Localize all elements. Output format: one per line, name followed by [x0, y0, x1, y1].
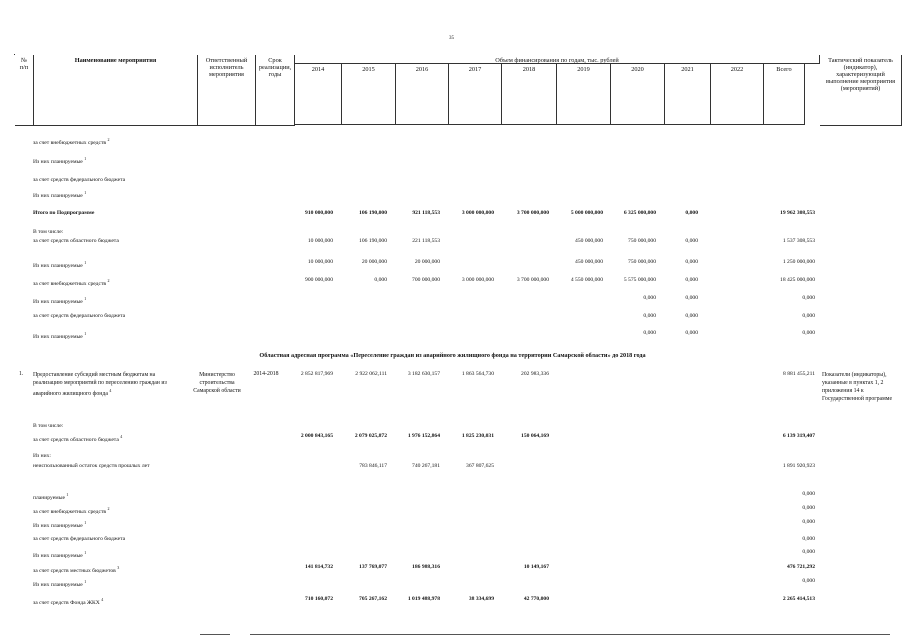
- cell-total: 6 139 319,407: [782, 433, 815, 439]
- row-label: В том числе:: [33, 423, 64, 429]
- cell-total: 2 265 414,513: [782, 596, 815, 602]
- cell-2017: 3 000 000,000: [461, 277, 494, 283]
- header-year-2019: 2019: [557, 63, 611, 125]
- subprogram-row: [0, 295, 905, 305]
- item-detail-row: [0, 433, 905, 443]
- cell-total: 1 537 308,553: [782, 238, 815, 244]
- cell-2014: 10 000,000: [307, 238, 333, 244]
- cell-2014: 141 814,732: [305, 564, 333, 570]
- cell-2021: 0,000: [685, 259, 698, 265]
- subprogram-row: [0, 210, 905, 220]
- item-detail-row: [0, 578, 905, 588]
- cell-2018: 3 700 000,000: [516, 277, 549, 283]
- cell-2020: 5 575 000,000: [623, 277, 656, 283]
- cell-2014: 10 000,000: [307, 259, 333, 265]
- cell-2019: 5 000 000,000: [570, 210, 603, 216]
- cell-2019: 450 000,000: [575, 259, 603, 265]
- cell-2016: 1 019 488,978: [407, 596, 440, 602]
- item-executor: Министерство строительства Самарской области: [193, 372, 241, 394]
- cell-2021: 0,000: [685, 313, 698, 319]
- cell-total: 1 250 000,000: [782, 259, 815, 265]
- cell-total: 0,000: [802, 536, 815, 542]
- item-number: 1.: [19, 371, 24, 377]
- row-label: Из них планируемые $^1$: [33, 520, 87, 529]
- row-label: Из них планируемые $^1$: [33, 550, 87, 559]
- cell-2018: 3 700 000,000: [516, 210, 549, 216]
- row-label: Из них планируемые $^1$: [33, 260, 87, 269]
- cell-2017: 367 807,625: [466, 463, 494, 469]
- cell-total: 0,000: [802, 330, 815, 336]
- subprogram-row: [0, 189, 905, 199]
- cell-2016: 221 118,553: [412, 238, 440, 244]
- item-cell-total: 8 881 455,211: [783, 371, 815, 377]
- item-years: 2014-2018: [253, 371, 279, 377]
- row-label: Из них планируемые $^1$: [33, 296, 87, 305]
- cell-2020: 750 000,000: [628, 238, 656, 244]
- cell-2017: 3 000 000,000: [461, 210, 494, 216]
- item-cell-2018: 202 983,336: [521, 371, 549, 377]
- cell-2020: 6 325 000,000: [623, 210, 656, 216]
- subprogram-row: [0, 238, 905, 248]
- header-year-total: Всего: [764, 63, 805, 125]
- header-year-2017: 2017: [449, 63, 502, 125]
- section-title: Областная адресная программа «Переселение граждан из аварийного жилищного фонда на территории Самарской области» до 2018 года: [259, 352, 646, 359]
- cell-2015: 106 190,000: [359, 238, 387, 244]
- header-year-2015: 2015: [342, 63, 396, 125]
- cell-2016: 186 988,316: [412, 564, 440, 570]
- cell-2021: 0,000: [685, 238, 698, 244]
- item-detail-row: [0, 564, 905, 574]
- header-year-2016: 2016: [396, 63, 449, 125]
- cell-2016: 20 000,000: [414, 259, 440, 265]
- cell-total: 1 891 920,923: [782, 463, 815, 469]
- row-label: за счет внебюджетных средств $^2$: [33, 137, 110, 146]
- cell-2014: 900 000,000: [305, 277, 333, 283]
- row-label: планируемые $^1$: [33, 492, 69, 501]
- item-cell-2014: 2 852 817,969: [300, 371, 333, 377]
- item-cell-2015: 2 922 062,111: [355, 371, 387, 377]
- header-term: Срок реализации, годы: [256, 55, 295, 126]
- row-label: Из них планируемые $^1$: [33, 190, 87, 199]
- cell-2020: 0,000: [643, 295, 656, 301]
- subprogram-row: [0, 277, 905, 287]
- cell-2019: 450 000,000: [575, 238, 603, 244]
- row-label: В том числе:: [33, 229, 64, 235]
- row-label: за счет средств федерального бюджета: [33, 313, 126, 319]
- item-tactical: Показатели (индикаторы), указанные в пунктах 1, 2 приложения 14 к Государственной программе: [822, 372, 893, 402]
- cell-2016: 1 976 152,864: [407, 433, 440, 439]
- cell-total: 0,000: [802, 313, 815, 319]
- item-description: Предоставление субсидий местным бюджетам на реализацию мероприятий по переселению граждан из аварийного жилищного фонда $^4$: [33, 372, 167, 397]
- subprogram-row: [0, 136, 905, 146]
- item-cell-2017: 1 863 564,730: [461, 371, 494, 377]
- cell-total: 0,000: [802, 505, 815, 511]
- row-label: Из них:: [33, 453, 51, 459]
- header-year-2018: 2018: [502, 63, 557, 125]
- cell-2014: 710 160,072: [305, 596, 333, 602]
- subprogram-row: [0, 330, 905, 340]
- item-detail-row: [0, 536, 905, 546]
- cell-2020: 0,000: [643, 330, 656, 336]
- cell-total: 0,000: [802, 491, 815, 497]
- header-name: Наименование мероприятия: [34, 55, 198, 126]
- cell-2019: 4 550 000,000: [570, 277, 603, 283]
- row-label: Из них планируемые $^1$: [33, 579, 87, 588]
- cell-2017: 38 334,699: [468, 596, 494, 602]
- item-detail-row: [0, 453, 905, 463]
- cell-total: 0,000: [802, 549, 815, 555]
- footer-line-right: [250, 634, 890, 635]
- item-detail-row: [0, 463, 905, 473]
- header-financing: Объем финансирования по годам, тыс. рублей: [295, 55, 820, 64]
- cell-total: 476 721,292: [787, 564, 815, 570]
- row-label: за счет средств областного бюджета $^4$: [33, 434, 123, 443]
- cell-2016: 921 118,553: [412, 210, 440, 216]
- row-label: неиспользованный остаток средств прошлых лет: [33, 463, 150, 469]
- subprogram-row: [0, 155, 905, 165]
- cell-2020: 0,000: [643, 313, 656, 319]
- cell-2015: 783 846,117: [359, 463, 387, 469]
- cell-2015: 0,000: [374, 277, 387, 283]
- cell-2014: 910 000,000: [305, 210, 333, 216]
- row-label: за счет средств Фонда ЖКХ $^4$: [33, 597, 104, 606]
- page-number: 35: [449, 36, 454, 41]
- row-label: за счет средств областного бюджета: [33, 238, 119, 244]
- row-label: за счет внебюджетных средств $^2$: [33, 278, 110, 287]
- cell-total: 18 425 000,000: [780, 277, 815, 283]
- cell-total: 19 962 308,553: [780, 210, 815, 216]
- header-year-2020: 2020: [611, 63, 665, 125]
- cell-2021: 0,000: [685, 277, 698, 283]
- item-detail-row: [0, 505, 905, 515]
- cell-2015: 20 000,000: [361, 259, 387, 265]
- cell-2017: 1 825 230,031: [461, 433, 494, 439]
- cell-2016: 740 267,181: [412, 463, 440, 469]
- item-detail-row: [0, 519, 905, 529]
- item-cell-2016: 3 182 630,157: [407, 371, 440, 377]
- subprogram-row: [0, 177, 905, 187]
- cell-2021: 0,000: [685, 295, 698, 301]
- cell-2015: 2 079 025,872: [354, 433, 387, 439]
- cell-2018: 42 770,000: [523, 596, 549, 602]
- item-detail-row: [0, 549, 905, 559]
- cell-2018: 150 064,169: [521, 433, 549, 439]
- footer-line-left: [200, 634, 230, 635]
- row-label: Итого по Подпрограмме: [33, 210, 95, 216]
- cell-2020: 750 000,000: [628, 259, 656, 265]
- cell-2021: 0,000: [685, 330, 698, 336]
- cell-total: 0,000: [802, 519, 815, 525]
- header-year-2021: 2021: [665, 63, 711, 125]
- row-label: Из них планируемые $^1$: [33, 331, 87, 340]
- cell-2014: 2 000 843,165: [300, 433, 333, 439]
- cell-2015: 705 267,162: [359, 596, 387, 602]
- item-detail-row: [0, 491, 905, 501]
- cell-2021: 0,000: [685, 210, 698, 216]
- cell-2015: 106 190,000: [359, 210, 387, 216]
- header-year-2014: 2014: [294, 63, 342, 125]
- row-label: за счет средств федерального бюджета: [33, 536, 126, 542]
- subprogram-row: [0, 259, 905, 269]
- row-label: Из них планируемые $^1$: [33, 156, 87, 165]
- row-label: за счет внебюджетных средств $^2$: [33, 506, 110, 515]
- item-detail-row: [0, 423, 905, 433]
- cell-total: 0,000: [802, 295, 815, 301]
- header-executor: Ответственный исполнитель мероприятия: [198, 55, 256, 126]
- cell-2018: 10 149,167: [523, 564, 549, 570]
- subprogram-row: [0, 313, 905, 323]
- cell-total: 0,000: [802, 578, 815, 584]
- header-year-2022: 2022: [711, 63, 764, 125]
- row-label: за счет средств федерального бюджета: [33, 177, 126, 183]
- cell-2016: 700 000,000: [412, 277, 440, 283]
- row-label: за счет средств местных бюджетов $^3$: [33, 565, 120, 574]
- header-tactical: Тактический показатель (индикатор), характеризующий выполнение мероприятия (мероприятий): [820, 55, 902, 126]
- cell-2015: 137 769,077: [359, 564, 387, 570]
- header-num: № п/п: [15, 55, 34, 126]
- item-detail-row: [0, 596, 905, 606]
